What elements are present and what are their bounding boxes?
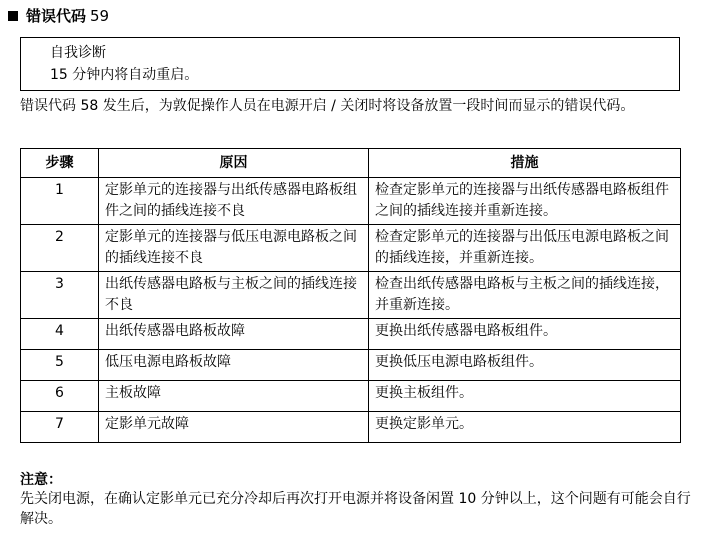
table-row bbox=[21, 319, 681, 350]
table-row bbox=[21, 178, 681, 225]
action-cell: 更换出纸传感器电路板组件。 bbox=[369, 319, 681, 350]
cause-cell: 低压电源电路板故障 bbox=[99, 350, 369, 381]
action-cell: 更换低压电源电路板组件。 bbox=[369, 350, 681, 381]
message-line-1: 自我诊断 bbox=[50, 45, 106, 61]
action-cell: 检查定影单元的连接器与出纸传感器电路板组件之间的插线连接并重新连接。 bbox=[369, 178, 681, 225]
cause-cell: 主板故障 bbox=[99, 381, 369, 412]
step-cell: 4 bbox=[21, 319, 99, 350]
square-bullet-icon bbox=[8, 11, 18, 21]
header-step: 步骤 bbox=[21, 149, 99, 178]
display-message-box bbox=[20, 37, 680, 91]
action-cell: 更换定影单元。 bbox=[369, 412, 681, 443]
action-cell: 检查定影单元的连接器与出低压电源电路板之间的插线连接，并重新连接。 bbox=[369, 225, 681, 272]
heading-title: 错误代码 bbox=[26, 7, 87, 25]
header-cause: 原因 bbox=[99, 149, 369, 178]
cause-cell: 定影单元故障 bbox=[99, 412, 369, 443]
description-paragraph: 错误代码 58 发生后，为敦促操作人员在电源开启 / 关闭时将设备放置一段时间而显示的错误代码。 bbox=[20, 98, 635, 114]
table-row bbox=[21, 272, 681, 319]
table-row bbox=[21, 350, 681, 381]
error-code-number: 59 bbox=[90, 7, 110, 25]
cause-cell: 定影单元的连接器与低压电源电路板之间的插线连接不良 bbox=[99, 225, 369, 272]
note-title: 注意： bbox=[20, 472, 62, 488]
cause-cell: 定影单元的连接器与出纸传感器电路板组件之间的插线连接不良 bbox=[99, 178, 369, 225]
step-cell: 3 bbox=[21, 272, 99, 319]
action-cell: 更换主板组件。 bbox=[369, 381, 681, 412]
step-cell: 6 bbox=[21, 381, 99, 412]
step-cell: 7 bbox=[21, 412, 99, 443]
header-action: 措施 bbox=[369, 149, 681, 178]
cause-cell: 出纸传感器电路板与主板之间的插线连接不良 bbox=[99, 272, 369, 319]
table-row bbox=[21, 412, 681, 443]
step-cell: 1 bbox=[21, 178, 99, 225]
table-row bbox=[21, 381, 681, 412]
section-heading bbox=[8, 6, 109, 26]
message-line-2: 15 分钟内将自动重启。 bbox=[50, 67, 199, 83]
note-body: 先关闭电源，在确认定影单元已充分冷却后再次打开电源并将设备闲置 10 分钟以上，这个问题有可能会自行解决。 bbox=[20, 491, 691, 527]
step-cell: 2 bbox=[21, 225, 99, 272]
cause-cell: 出纸传感器电路板故障 bbox=[99, 319, 369, 350]
troubleshooting-table bbox=[20, 148, 681, 443]
step-cell: 5 bbox=[21, 350, 99, 381]
action-cell: 检查出纸传感器电路板与主板之间的插线连接，并重新连接。 bbox=[369, 272, 681, 319]
table-row bbox=[21, 225, 681, 272]
